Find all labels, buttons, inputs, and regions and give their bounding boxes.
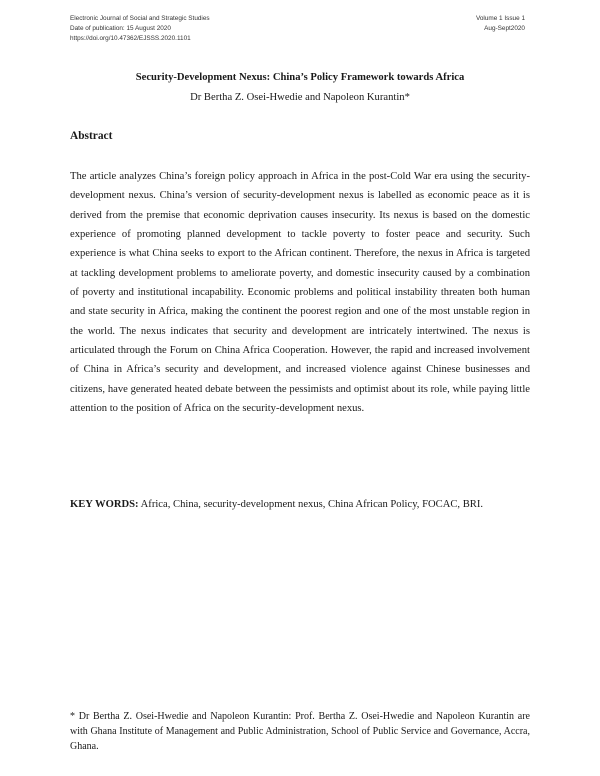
abstract-heading: Abstract [70,130,113,142]
publication-date: Date of publication: 15 August 2020 [70,25,171,32]
paper-authors: Dr Bertha Z. Osei-Hwedie and Napoleon Kurantin* [190,92,410,103]
volume-issue: Volume 1 Issue 1 [475,15,525,22]
running-header-left [70,14,400,44]
abstract-body: The article analyzes China’s foreign policy approach in Africa in the post-Cold War era using the security-development nexus. China’s version of security-development nexus is labelled as economic peace as it is derived from the premise that economic deprivation causes insecurity. Its nexus is based on the domestic experience of promoting planned development to tackle poverty to foster peace and security. Such experience is what China seeks to export to the African continent. Therefore, the nexus in Africa is targeted at tackling development problems to ameliorate poverty, and domestic insecurity caused by a combination of poverty and institutional incapability. Economic problems and political instability threaten both human and state security in Africa, making the continent the poorest region and one of the most unstable region in the world. The nexus indicates that security and development are intricately intertwined. The nexus is articulated through the Forum on China Africa Cooperation. However, the rapid and increased involvement of China in Africa’s security and development, and increased violence against Chinese businesses and citizens, have generated heated debate between the pessimists and optimist about its role, while paying little attention to the position of Africa on the security-development nexus. [70,171,530,415]
keywords-text: Africa, China, security-development nexus, China African Policy, FOCAC, BRI. [140,499,484,510]
doi-link[interactable]: https://doi.org/10.47362/EJSSS.2020.1101 [70,35,191,42]
paper-title: Security-Development Nexus: China’s Policy Framework towards Africa [135,72,465,83]
issue-date: Aug-Sept2020 [484,25,525,32]
author-footnote: * Dr Bertha Z. Osei-Hwedie and Napoleon Kurantin: Prof. Bertha Z. Osei-Hwedie and Napoleon Kurantin are with Ghana Institute of Management and Public Administration, School of Public Service and Governance, Accra, Ghana. [70,711,530,752]
running-header-right [385,14,525,34]
journal-name: Electronic Journal of Social and Strategic Studies [70,15,210,22]
keywords [70,492,530,518]
keywords-label: KEY WORDS: [70,499,139,510]
